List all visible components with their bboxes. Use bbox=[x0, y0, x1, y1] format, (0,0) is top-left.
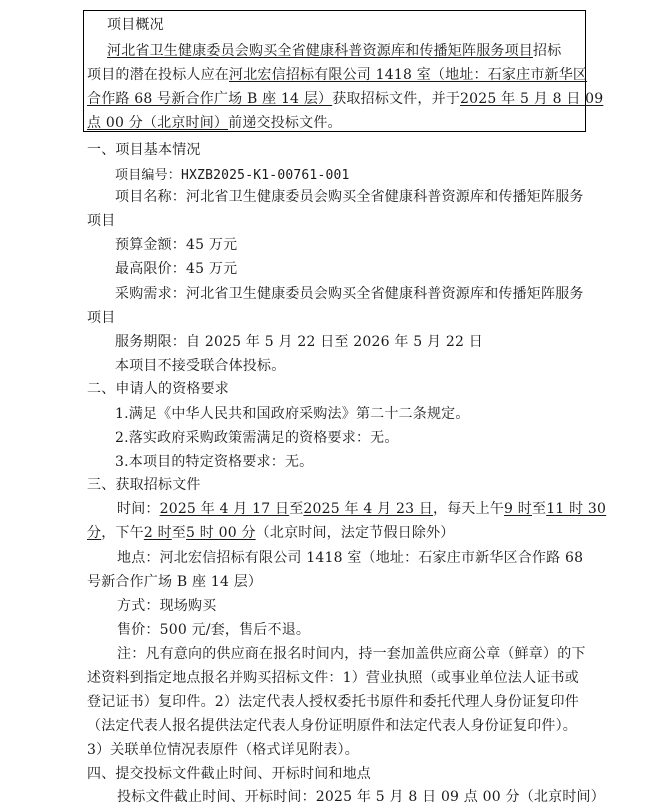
agency-underlined: 河北宏信招标有限公司 1418 室（地址：石家庄市新华区 bbox=[229, 67, 588, 83]
time-start: 2025 年 4 月 17 日 bbox=[159, 501, 290, 517]
requirement-2: 2.落实政府采购政策需满足的资格要求：无。 bbox=[115, 430, 399, 446]
requirement-3: 3.本项目的特定资格要求：无。 bbox=[115, 454, 314, 470]
max-price: 最高限价：45 万元 bbox=[115, 261, 238, 277]
note-line-4: （法定代表人报名提供法定代表人身份证明原件和法定代表人身份证复印件）。 bbox=[87, 718, 577, 734]
deadline-underlined: 2025 年 5 月 8 日 09 bbox=[460, 91, 604, 107]
time-note: （北京时间，法定节假日除外） bbox=[255, 525, 455, 541]
note-line-3: 登记证书）复印件。2）法定代表人授权委托书原件和委托代理人身份证复印件 bbox=[87, 694, 579, 710]
section-1-heading: 一、项目基本情况 bbox=[87, 142, 201, 158]
time-to: 至 bbox=[171, 525, 186, 541]
purchase-method: 方式：现场购买 bbox=[117, 598, 217, 614]
time-daily: ，每天上午 bbox=[433, 501, 505, 517]
time-am-end-cont: 分 bbox=[87, 525, 102, 541]
project-name-2: 项目 bbox=[87, 213, 116, 229]
time-am-end: 11 时 30 bbox=[546, 501, 607, 517]
project-code bbox=[115, 166, 350, 185]
requirement-1: 1.满足《中华人民共和国政府采购法》第二十二条规定。 bbox=[115, 406, 470, 422]
sale-price: 售价：500 元/套，售后不退。 bbox=[117, 622, 311, 638]
consortium-note: 本项目不接受联合体投标。 bbox=[115, 358, 286, 374]
bid-deadline: 投标文件截止时间、开标时间：2025 年 5 月 8 日 09 点 00 分（北京时间） bbox=[117, 789, 605, 805]
section-4-heading: 四、提交投标文件截止时间、开标时间和地点 bbox=[87, 766, 371, 782]
overview-text: 项目的潜在投标人应在 bbox=[87, 67, 229, 83]
time-line-1 bbox=[117, 500, 606, 518]
service-period: 服务期限：自 2025 年 5 月 22 日至 2026 年 5 月 22 日 bbox=[115, 334, 483, 350]
time-pm-label: ，下午 bbox=[101, 525, 144, 541]
agency-underlined-cont: 合作路 68 号新合作广场 B 座 14 层） bbox=[87, 91, 333, 107]
demand-2: 项目 bbox=[87, 310, 116, 326]
location-2: 号新合作广场 B 座 14 层） bbox=[87, 574, 263, 590]
project-code-text: 项目编号：HXZB2025-K1-00761-001 bbox=[115, 168, 350, 183]
note-line-5: 3）关联单位情况表原件（格式详见附表）。 bbox=[87, 742, 359, 758]
budget: 预算金额：45 万元 bbox=[115, 237, 238, 253]
note-line-2: 述资料到指定地点报名并购买招标文件：1）营业执照（或事业单位法人证书或 bbox=[87, 670, 579, 686]
overview-line-2 bbox=[87, 66, 587, 84]
time-to: 至 bbox=[532, 501, 547, 517]
time-pm-end: 5 时 00 分 bbox=[185, 525, 256, 541]
overview-text: 获取招标文件，并于 bbox=[332, 91, 461, 107]
demand-1: 采购需求：河北省卫生健康委员会购买全省健康科普资源库和传播矩阵服务 bbox=[115, 286, 584, 302]
section-3-heading: 三、获取招标文件 bbox=[87, 477, 201, 493]
deadline-underlined-cont: 点 00 分（北京时间） bbox=[87, 115, 229, 131]
time-label: 时间： bbox=[117, 501, 160, 517]
overview-title: 项目概况 bbox=[107, 17, 164, 33]
time-end: 2025 年 4 月 23 日 bbox=[303, 501, 434, 517]
section-2-heading: 二、申请人的资格要求 bbox=[87, 381, 229, 397]
overview-line-3 bbox=[87, 90, 603, 108]
project-name-underlined: 河北省卫生健康委员会购买全省健康科普资源库和传播矩阵服务项目 bbox=[107, 43, 533, 59]
overview-text: 前递交投标文件。 bbox=[228, 115, 342, 131]
time-am-start: 9 时 bbox=[504, 501, 532, 517]
overview-line-1 bbox=[107, 42, 561, 60]
overview-text: 招标 bbox=[533, 43, 562, 59]
overview-line-4 bbox=[87, 114, 342, 132]
time-pm-start: 2 时 bbox=[143, 525, 172, 541]
time-line-2 bbox=[87, 524, 454, 542]
project-name-1: 项目名称：河北省卫生健康委员会购买全省健康科普资源库和传播矩阵服务 bbox=[115, 189, 584, 205]
note-line-1: 注：凡有意向的供应商在报名时间内，持一套加盖供应商公章（鲜章）的下 bbox=[117, 646, 586, 662]
location-1: 地点：河北宏信招标有限公司 1418 室（地址：石家庄市新华区合作路 68 bbox=[117, 550, 584, 566]
time-to: 至 bbox=[289, 501, 304, 517]
